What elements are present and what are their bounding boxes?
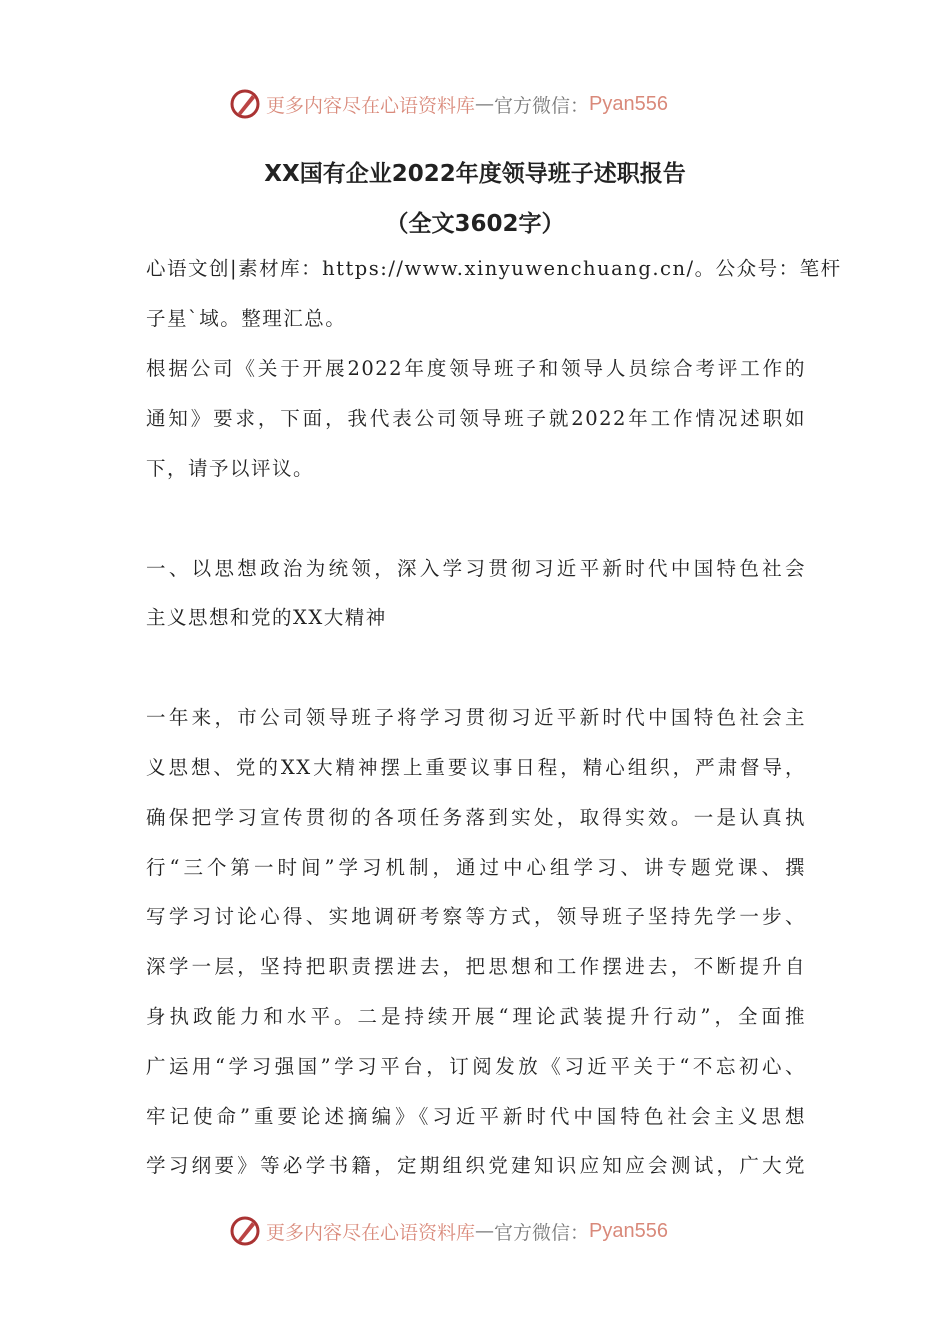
section-heading: 主义思想和党的XX大精神: [146, 606, 387, 629]
watermark-left-text: 更多内容尽在心语资料库: [266, 1221, 476, 1244]
pen-logo-icon: [228, 1214, 262, 1248]
watermark-wechat-id: Pyan556: [589, 92, 668, 115]
text-line: 确保把学习宣传贯彻的各项任务落到实处，取得实效。一是认真执: [146, 806, 806, 829]
watermark-banner-top: [228, 86, 718, 122]
text-line: 深学一层，坚持把职责摆进去，把思想和工作摆进去，不断提升自: [146, 955, 806, 978]
watermark-banner-bottom: [228, 1213, 718, 1249]
text-line: 义思想、党的XX大精神摆上重要议事日程，精心组织，严肃督导，: [146, 756, 806, 779]
pen-logo-icon: [228, 87, 262, 121]
text-line: 牢记使命”重要论述摘编》《习近平新时代中国特色社会主义思想: [146, 1105, 806, 1128]
text-line: 心语文创|素材库：https://www.xinyuwenchuang.cn/。公众号：笔杆: [146, 257, 842, 280]
watermark-right-text: 官方微信：: [494, 94, 590, 117]
text-line: 子星`域。整理汇总。: [146, 307, 347, 330]
text-line: 通知》要求，下面，我代表公司领导班子就2022年工作情况述职如: [146, 407, 806, 430]
text-line: 广运用“学习强国”学习平台，订阅发放《习近平关于“不忘初心、: [146, 1055, 806, 1078]
text-line: 下，请予以评议。: [146, 457, 315, 480]
document-title: XX国有企业2022年度领导班子述职报告: [264, 161, 686, 187]
section-heading: 一、以思想政治为统领，深入学习贯彻习近平新时代中国特色社会: [146, 557, 806, 580]
watermark-dash: —: [475, 1220, 495, 1242]
text-line: 根据公司《关于开展2022年度领导班子和领导人员综合考评工作的: [146, 357, 806, 380]
watermark-dash: —: [475, 93, 495, 115]
watermark-left-text: 更多内容尽在心语资料库: [266, 94, 476, 117]
text-line: 一年来，市公司领导班子将学习贯彻习近平新时代中国特色社会主: [146, 706, 806, 729]
watermark-right-text: 官方微信：: [494, 1221, 590, 1244]
watermark-wechat-id: Pyan556: [589, 1219, 668, 1242]
document-subtitle: （全文3602字）: [385, 211, 565, 237]
text-line: 写学习讨论心得、实地调研考察等方式，领导班子坚持先学一步、: [146, 905, 806, 928]
text-line: 身执政能力和水平。二是持续开展“理论武装提升行动”，全面推: [146, 1005, 806, 1028]
text-line: 行“三个第一时间”学习机制，通过中心组学习、讲专题党课、撰: [146, 856, 806, 879]
text-line: 学习纲要》等必学书籍，定期组织党建知识应知应会测试，广大党: [146, 1154, 806, 1177]
